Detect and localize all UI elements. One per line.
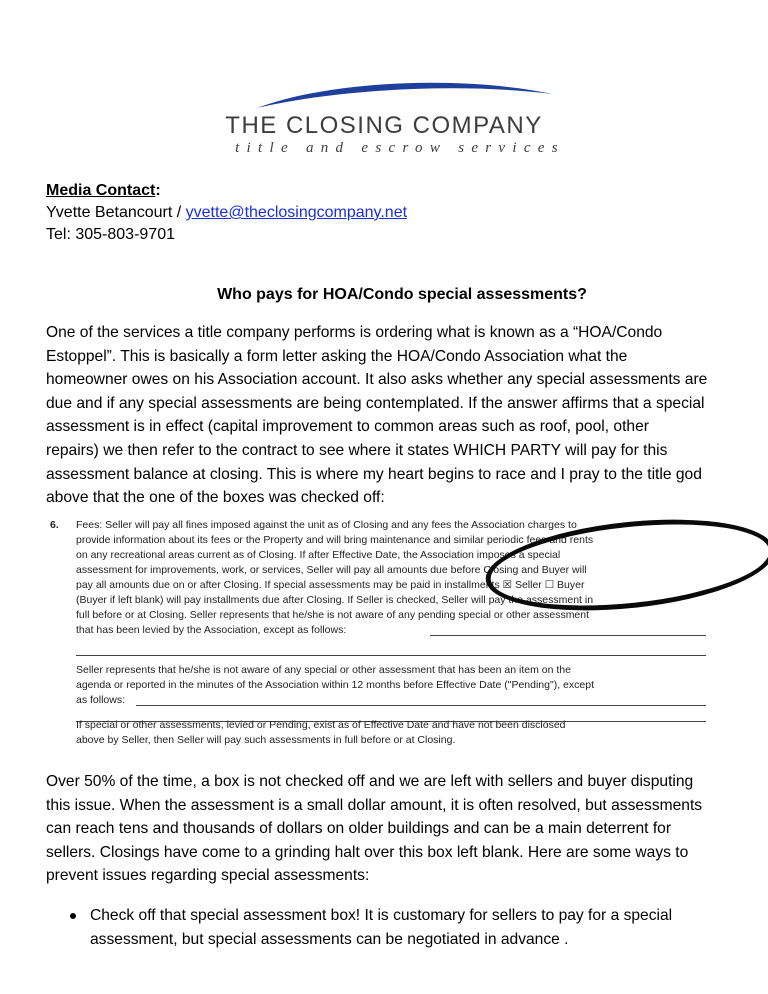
clause-line: (Buyer if left blank) will pay installments due after Closing. If Seller is checked, Seller will pay the assessment in xyxy=(76,594,594,606)
clause-number: 6. xyxy=(50,519,59,531)
paragraph-line: sellers. Closings have come to a grinding halt over this box left blank. Here are some ways to xyxy=(46,843,689,861)
paragraph-line: homeowner owes on his Association account. It also asks whether any special assessments are xyxy=(46,371,708,389)
logo-tagline: title and escrow services xyxy=(235,140,565,156)
paragraph-line: above that the one of the boxes was checked off: xyxy=(46,489,385,507)
clause-line: on any recreational areas current as of Closing. If after Effective Date, the Association imposes a special xyxy=(76,549,561,561)
clause-line: Seller represents that he/she is not aware of any special or other assessment that has been an item on the xyxy=(76,664,571,676)
contact-person: Yvette Betancourt / yvette@theclosingcompany.net xyxy=(46,204,408,221)
paragraph-line: assessment balance at closing. This is where my heart begins to race and I pray to the title god xyxy=(46,465,702,483)
paragraph-line: can reach tens and thousands of dollars on older buildings and can be a main deterrent for xyxy=(46,820,672,838)
clause-line: full before or at Closing. Seller represents that he/she is not aware of any pending special or other assessment xyxy=(76,609,590,621)
bullet-line: assessment, but special assessments can be negotiated in advance . xyxy=(90,930,569,948)
bullet-line: Check off that special assessment box! It is customary for sellers to pay for a special xyxy=(90,907,673,924)
paragraph-line: prevent issues regarding special assessments: xyxy=(46,867,370,885)
paragraph-line: Over 50% of the time, a box is not checked off and we are left with sellers and buyer disputing xyxy=(46,773,694,790)
clause-line: assessment for improvements, work, or services, Seller will pay all amounts due before Closing and Buyer will xyxy=(76,564,587,576)
contact-phone: Tel: 305-803-9701 xyxy=(46,226,175,243)
logo-swoosh-icon xyxy=(255,78,555,112)
contact-email-link[interactable]: yvette@theclosingcompany.net xyxy=(185,204,408,221)
paragraph-dispute xyxy=(46,770,732,888)
clause-line: provide information about its fees or the Property and will bring maintenance and similar periodic fees and rents xyxy=(76,534,594,546)
clause-line: pay all amounts due on or after Closing. If special assessments may be paid in installments ☒ Seller ☐ Buyer xyxy=(76,579,585,591)
blank-line xyxy=(136,705,706,706)
paragraph-line: this issue. When the assessment is a small dollar amount, it is often resolved, but assessments xyxy=(46,796,703,814)
blank-line xyxy=(76,655,706,656)
clause-line: above by Seller, then Seller will pay such assessments in full before or at Closing. xyxy=(76,734,456,746)
paragraph-line: assessment is in effect (capital improvement to common areas such as roof, pool, other xyxy=(46,418,649,436)
company-logo xyxy=(0,0,768,170)
paragraph-line: repairs) we then refer to the contract to see where it states WHICH PARTY will pay for this xyxy=(46,441,668,459)
bullet-dot-icon xyxy=(70,913,76,919)
paragraph-line: due and if any special assessments are being contemplated. If the answer affirms that a special xyxy=(46,394,705,412)
clause-line: agenda or reported in the minutes of the Association within 12 months before Effective Date ("Pending"), except xyxy=(76,679,594,691)
clause-line: If special or other assessments, levied or Pending, exist as of Effective Date and have not been disclosed xyxy=(76,719,566,731)
logo-company-name: THE CLOSING COMPANY xyxy=(225,112,543,139)
blank-line xyxy=(430,635,706,636)
paragraph-intro xyxy=(46,321,732,510)
media-contact-block xyxy=(46,180,407,246)
paragraph-line: Estoppel”. This is basically a form letter asking the HOA/Condo Association what the xyxy=(46,347,628,365)
media-contact-heading: Media Contact: xyxy=(46,182,161,199)
clause-line: that has been levied by the Association, except as follows: xyxy=(76,624,347,636)
clause-line: as follows: xyxy=(76,694,126,706)
paragraph-line: One of the services a title company performs is ordering what is known as a “HOA/Condo xyxy=(46,324,663,341)
clause-line: Fees: Seller will pay all fines imposed against the unit as of Closing and any fees the Association charges to xyxy=(76,519,577,531)
article-title: Who pays for HOA/Condo special assessments? xyxy=(217,286,587,303)
